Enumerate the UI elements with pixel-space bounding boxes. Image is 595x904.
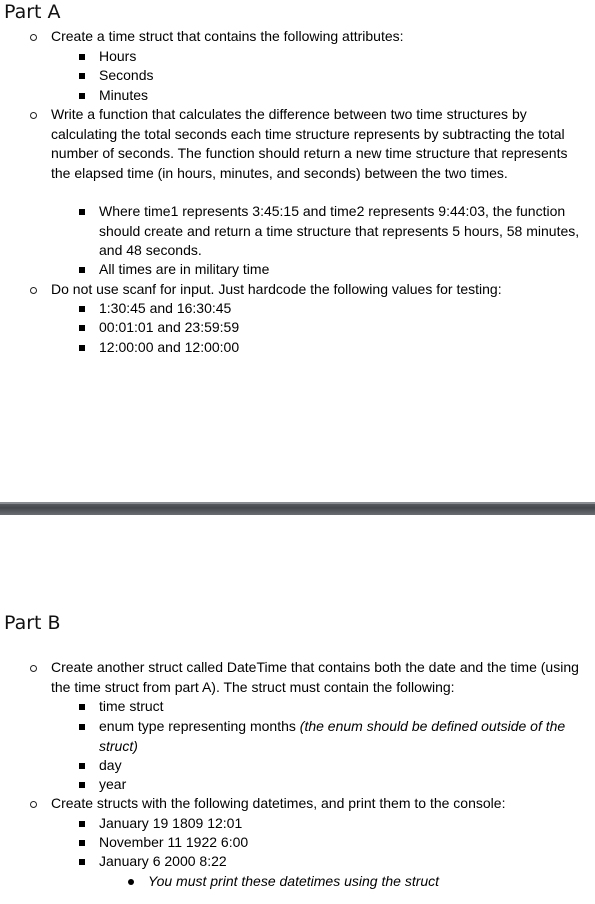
part-b-item-2-sub-3: January 6 2000 8:22 [99,852,583,872]
part-b-item-1-text: Create another struct called DateTime that contains both the date and the time (using the time struct from part A). The struct must contain the following: [51,659,579,695]
part-b-item-1-sub-1: time struct [99,697,583,717]
square-bullet-icon [79,93,85,99]
part-b-item-2-sub-2: November 11 1922 6:00 [99,833,583,853]
square-bullet-icon [79,73,85,79]
part-a-item-1-sub-1: Hours [99,47,583,67]
part-b-item-1-sub-2: enum type representing months (the enum should be defined outside of the struct) [99,717,583,756]
part-b-item-2-note: You must print these datetimes using the struct [148,872,568,892]
square-bullet-icon [79,782,85,788]
square-bullet-icon [79,840,85,846]
part-b-item-2-sub-1: January 19 1809 12:01 [99,814,583,834]
part-b-heading: Part B [4,612,61,634]
part-a-item-1-text: Create a time struct that contains the following attributes: [51,28,404,44]
square-bullet-icon [79,704,85,710]
part-b-item-1-sub-4: year [99,775,583,795]
filled-circle-bullet-icon [128,879,134,885]
part-b-item-1 [51,658,581,697]
part-b-item-1-sub-3: day [99,756,583,776]
square-bullet-icon [79,821,85,827]
square-bullet-icon [79,306,85,312]
part-a-item-1 [51,27,581,47]
part-a-item-2-sub-2: All times are in military time [99,260,583,280]
square-bullet-icon [79,345,85,351]
hollow-circle-bullet-icon [30,665,37,672]
part-a-item-3-sub-1: 1:30:45 and 16:30:45 [99,299,583,319]
part-a-heading: Part A [4,1,61,23]
square-bullet-icon [79,209,85,215]
part-a-item-2-sub-1: Where time1 represents 3:45:15 and time2 represents 9:44:03, the function should create and return a time structure that represents 5 hours, 58 minutes, and 48 seconds. [99,202,583,261]
square-bullet-icon [79,859,85,865]
part-b-item-2-text: Create structs with the following datetimes, and print them to the console: [51,795,506,811]
part-a-item-1-sub-2: Seconds [99,66,583,86]
page-divider [0,502,595,515]
part-a-item-3-sub-3: 12:00:00 and 12:00:00 [99,338,583,358]
hollow-circle-bullet-icon [30,34,37,41]
square-bullet-icon [79,325,85,331]
square-bullet-icon [79,54,85,60]
square-bullet-icon [79,763,85,769]
part-a-item-2-text: Write a function that calculates the difference between two time structures by calculating the total seconds each time structure represents by subtracting the total number of seconds. The function should return a new time structure that represents the elapsed time (in hours, minutes, and seconds) between the two times. [51,106,568,181]
part-a-item-3-sub-2: 00:01:01 and 23:59:59 [99,318,583,338]
hollow-circle-bullet-icon [30,801,37,808]
part-b-item-2 [51,794,581,814]
square-bullet-icon [79,267,85,273]
hollow-circle-bullet-icon [30,287,37,294]
enum-note: (the enum should be defined outside of the struct) [99,718,566,754]
part-a-item-1-sub-3: Minutes [99,86,583,106]
part-a-item-3-text: Do not use scanf for input. Just hardcode the following values for testing: [51,281,502,297]
part-a-item-3 [51,280,581,300]
hollow-circle-bullet-icon [30,112,37,119]
square-bullet-icon [79,724,85,730]
part-a-item-2 [51,105,581,183]
